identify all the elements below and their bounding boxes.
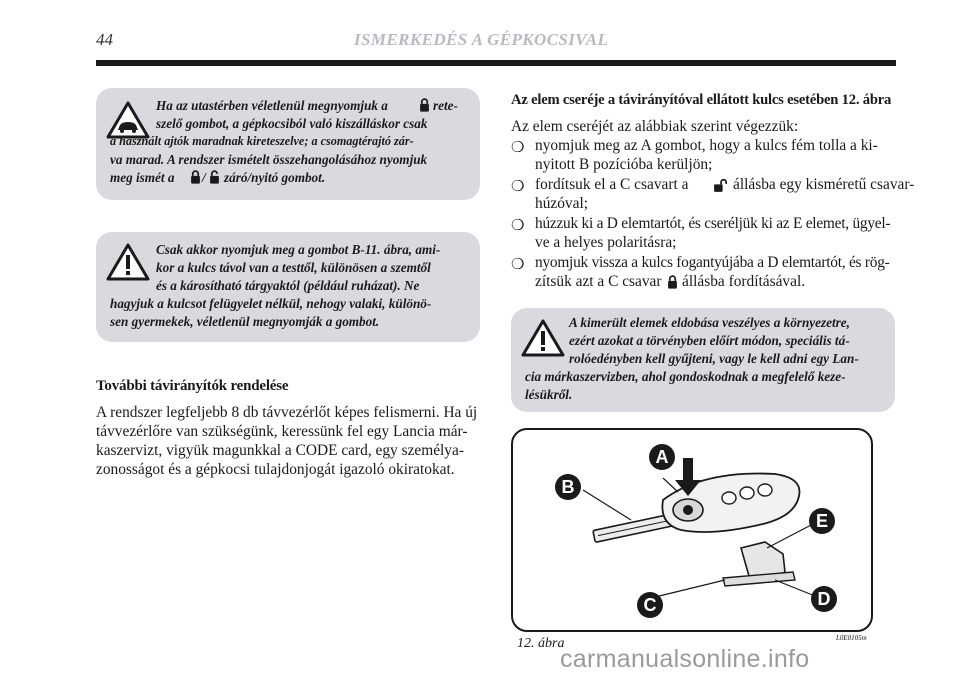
bullet-icon: ❍ — [511, 257, 525, 273]
callout-e: E — [809, 508, 835, 534]
figure-caption: 12. ábra — [517, 636, 565, 651]
bullet-icon: ❍ — [511, 179, 525, 195]
warning1-line: záró/nyitó gombot. — [224, 170, 326, 185]
paragraph-line: kaszervizt, vigyük magunkkal a CODE card, egy személya- — [96, 442, 464, 459]
battery-holder — [723, 542, 795, 586]
chapter-title: ISMERKEDÉS A GÉPKOCSIVAL — [354, 30, 609, 49]
warning1-line: Ha az utastérben véletlenül megnyomjuk a — [156, 98, 388, 113]
lock-icon — [419, 98, 430, 112]
warning3-line: ezért azokat a törvényben előírt módon, speciális tá- — [569, 333, 850, 348]
watermark: carmanualsonline.info — [560, 645, 810, 673]
step-line: húzzuk ki a D elemtartót, és cseréljük ki az E elemet, ügyel- — [535, 215, 891, 232]
callout-b: B — [555, 474, 581, 500]
step-line: állásba fordításával. — [682, 273, 806, 290]
intro-text: Az elem cseréjét az alábbiak szerint végezzük: — [511, 118, 799, 135]
warning3-line: cia márkaszervizben, ahol gondoskodnak a megfelelő keze- — [525, 369, 846, 384]
warning1-line: va marad. A rendszer ismételt összehangolásához nyomjuk — [110, 152, 428, 167]
callout-d: D — [811, 586, 837, 612]
page-number: 44 — [96, 30, 113, 49]
warning3-line: A kimerült elemek eldobása veszélyes a környezetre, — [569, 315, 850, 330]
unlock-icon — [713, 179, 728, 192]
step-line: fordítsuk el a C csavart a — [535, 176, 689, 193]
bullet-icon: ❍ — [511, 140, 525, 156]
warning2-line: és a károsítható tárgyaktól (például ruházat). Ne — [156, 278, 420, 293]
step-line: nyomjuk vissza a kulcs fogantyújába a D elemtartót, és rög- — [535, 254, 890, 271]
lock-icon — [667, 275, 678, 289]
step-line: nyomjuk meg az A gombot, hogy a kulcs fém tolla a ki- — [535, 137, 878, 154]
paragraph-line: távvezérlőre van szükségünk, keressünk fel egy Lancia már- — [96, 423, 468, 440]
warning2-line: hagyjuk a kulcsot felügyelet nélkül, nehogy valaki, különö- — [110, 296, 432, 311]
step-line: nyitott B pozícióba kerüljön; — [535, 156, 713, 173]
warning1-line: a használt ajtók maradnak kireteszelve; a csomagtérajtó zár- — [110, 134, 414, 148]
warning2-line: Csak akkor nyomjuk meg a gombot B-11. ábra, ami- — [156, 242, 441, 257]
key-blade — [593, 514, 674, 542]
figure-key-battery — [511, 428, 873, 632]
warning-triangle-icon — [106, 242, 150, 282]
warning3-line: rolóedényben kell gyűjteni, vagy le kell adni egy Lan- — [569, 351, 859, 366]
callout-a: A — [649, 444, 675, 470]
warning-triangle-icon — [521, 318, 565, 358]
step-line: húzóval; — [535, 195, 588, 212]
warning1-line: szelő gombot, a gépkocsiból való kiszálláskor csak — [156, 116, 428, 131]
warning1-line: meg ismét a — [110, 170, 175, 185]
warning3-line: lésükről. — [525, 387, 573, 402]
bullet-icon: ❍ — [511, 218, 525, 234]
step-line: állásba egy kisméretű csavar- — [733, 176, 915, 193]
figure-code: L0E0105m — [836, 634, 867, 642]
paragraph-line: zonosságot és a gépkocsi tulajdonjogát igazoló okiratokat. — [96, 461, 455, 478]
step-line: ve a helyes polaritásra; — [535, 234, 677, 251]
unlock-icon — [209, 170, 220, 184]
warning-box-key-button — [96, 232, 480, 342]
header-rule — [96, 60, 896, 66]
lock-icon — [190, 170, 201, 184]
paragraph-line: A rendszer legfeljebb 8 db távvezérlőt képes felismerni. Ha új — [96, 404, 478, 421]
slash-separator: / — [202, 170, 206, 185]
warning2-line: kor a kulcs távol van a testtől, különösen a szemtől — [156, 260, 431, 275]
warning-box-child-lock — [96, 88, 480, 200]
step-line: zítsük azt a C csavar — [535, 273, 662, 290]
warning2-line: sen gyermekek, véletlenül megnyomják a gombot. — [110, 314, 380, 329]
warning1-line: rete- — [433, 98, 458, 113]
section-heading: Az elem cseréje a távirányítóval ellátott kulcs esetében 12. ábra — [511, 92, 892, 108]
callout-c: C — [637, 592, 663, 618]
section-heading: További távirányítók rendelése — [96, 378, 289, 394]
page-header — [96, 22, 896, 62]
warning-box-battery-disposal — [511, 308, 895, 412]
